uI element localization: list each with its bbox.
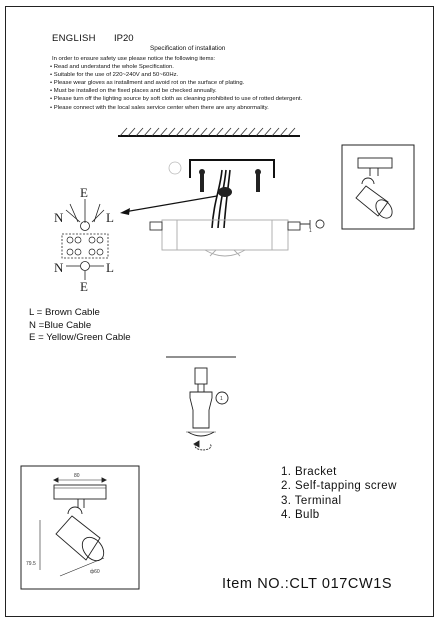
svg-text:1: 1 [309,228,312,234]
parts-list [281,465,397,523]
note-item: • Please wear gloves as installment and avoid rot on the surface of plating. [50,79,302,87]
label-e-top: E [80,185,88,200]
part-item: 4. Bulb [281,509,320,522]
legend-row-blue: N =Blue Cable [29,319,92,331]
legend-row-yellow-green: E = Yellow/Green Cable [29,332,131,344]
label-n-bottom: N [54,260,64,275]
label-e-bottom: E [80,279,88,294]
part-item: 2. Self-tapping screw [281,480,397,493]
safety-notes [50,55,302,112]
note-item: • Read and understand the whole Specification. [50,63,302,71]
dimension-width: 80 [74,473,80,479]
dimension-diameter: ф60 [90,569,100,575]
label-n-top: N [54,210,64,225]
note-item: • Please turn off the lighting source by soft cloth as cleaning prohibited to use of rotted detergent. [50,95,302,103]
dimension-height: 79.5 [26,561,36,567]
label-l-bottom: L [106,260,114,275]
note-item: • Must be installed on the fixed places and be checked annually. [50,87,302,95]
note-item: • Please connect with the local sales service center when there are any abnormality. [50,104,302,112]
specification-title: Specification of installation [150,45,226,52]
part-item: 1. Bracket [281,466,337,478]
step-number: 1 [220,396,223,402]
label-l-top: L [106,210,114,225]
cable-legend [29,307,131,345]
note-item: • Suitable for the use of 220~240V and 50~60Hz. [50,71,302,79]
item-number: Item NO.:CLT 017CW1S [222,576,393,592]
ip-rating: IP20 [114,33,134,44]
notes-intro: In order to ensure safety use please notice the following items: [52,56,216,62]
language-label: ENGLISH [52,33,96,44]
legend-row-brown: L = Brown Cable [29,307,100,318]
part-item: 3. Terminal [281,494,342,507]
